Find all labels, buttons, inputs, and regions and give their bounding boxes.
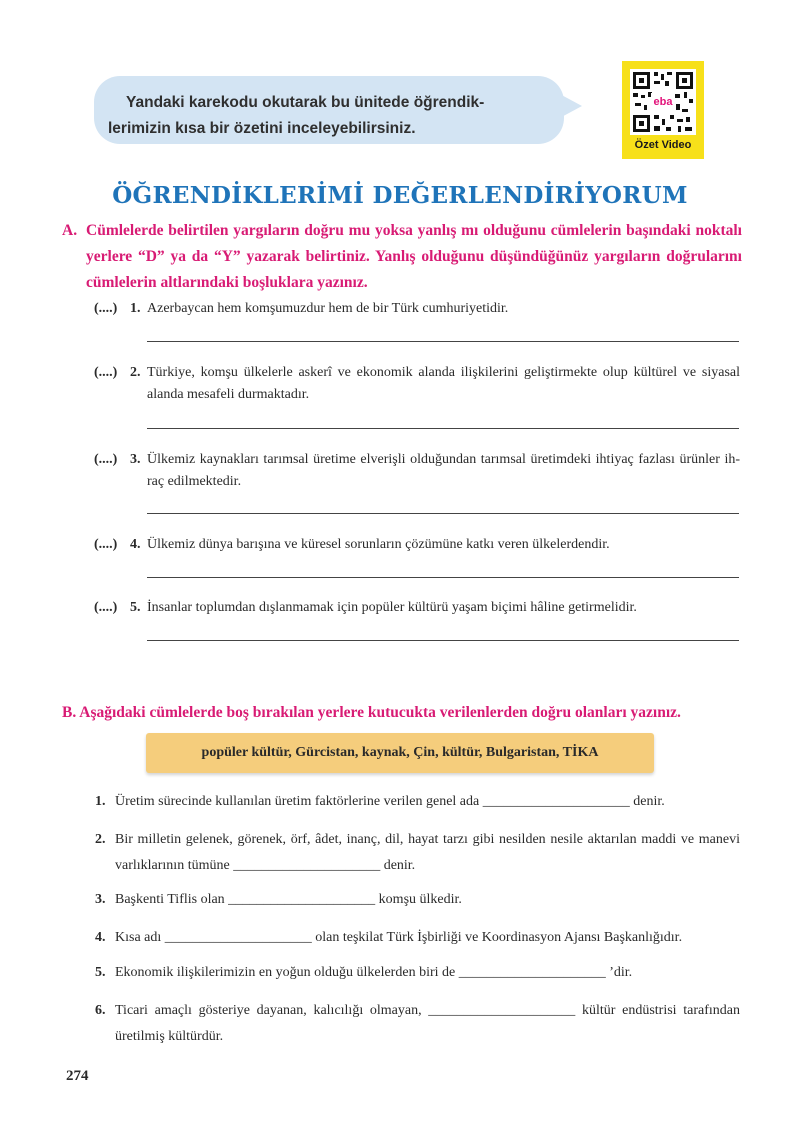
section-a-instruction [62, 218, 742, 296]
fill-blank-item [95, 998, 740, 1050]
qr-label: Özet Video [634, 139, 692, 151]
fill-blank-item [95, 925, 740, 951]
word-bank-box: popüler kültür, Gürcistan, kaynak, Çin, kültür, Bulgaristan, TİKA [146, 733, 654, 773]
answer-blank[interactable]: (....) [94, 452, 118, 467]
item-text[interactable]: Ticari amaçlı gösteriye dayanan, kalıcılığı olmayan, _____________________ kültür endüstrisi tarafından üretilmiş kültürdür. [115, 1003, 740, 1044]
item-number: 6. [95, 1003, 106, 1018]
item-number: 3. [130, 452, 141, 467]
item-number: 4. [95, 930, 106, 945]
section-b-instruction [62, 704, 681, 722]
true-false-item [94, 298, 740, 320]
bubble-line-2: lerimizin kısa bir özetini inceleyebilirsiniz. [108, 120, 416, 137]
item-text[interactable]: Bir milletin gelenek, görenek, örf, âdet, inanç, dil, hayat tarzı gibi nesilden nesile aktarılan maddi ve manevi varlıklarının tümüne _____________________ denir. [115, 832, 740, 873]
answer-line[interactable] [147, 513, 739, 514]
item-number: 2. [130, 365, 141, 380]
answer-line[interactable] [147, 341, 739, 342]
item-number: 1. [95, 794, 106, 809]
answer-blank[interactable]: (....) [94, 537, 118, 552]
answer-line[interactable] [147, 640, 739, 641]
answer-line[interactable] [147, 577, 739, 578]
answer-blank[interactable]: (....) [94, 301, 118, 316]
item-number: 3. [95, 892, 106, 907]
true-false-item [94, 597, 740, 619]
page-title: ÖĞRENDİKLERİMİ DEĞERLENDİRİYORUM [112, 182, 688, 209]
page-number: 274 [66, 1068, 89, 1084]
eba-logo: eba [653, 96, 673, 108]
fill-blank-item [95, 887, 740, 913]
qr-code-icon[interactable] [630, 69, 696, 135]
item-text: Azerbaycan hem komşumuzdur hem de bir Türk cumhuriyetidir. [147, 301, 509, 316]
item-text[interactable]: Başkenti Tiflis olan _____________________ komşu ülkedir. [115, 892, 462, 907]
item-number: 5. [130, 600, 141, 615]
item-text[interactable]: Üretim sürecinde kullanılan üretim faktörlerine verilen genel ada _____________________ denir. [115, 794, 665, 809]
section-b-text: Aşağıdaki cümlelerde boş bırakılan yerlere kutucukta verilenlerden doğru olanları yazınız. [79, 704, 681, 721]
answer-blank[interactable]: (....) [94, 600, 118, 615]
item-number: 2. [95, 832, 106, 847]
qr-code-box[interactable] [622, 61, 704, 159]
fill-blank-item [95, 960, 740, 986]
bubble-tail [556, 92, 582, 120]
fill-blank-item [95, 789, 740, 815]
true-false-item [94, 534, 740, 556]
item-text: Ülkemiz dünya barışına ve küresel sorunların çözümüne katkı veren ülkelerdendir. [147, 537, 610, 552]
item-text: Türkiye, komşu ülkelerle askerî ve ekonomik alanda ilişkilerini geliştirmekte olup kültürel ve siyasal alanda mesafeli durmaktadır. [147, 365, 740, 402]
fill-blank-item [95, 827, 740, 879]
answer-line[interactable] [147, 428, 739, 429]
answer-blank[interactable]: (....) [94, 365, 118, 380]
item-text: Ülkemiz kaynakları tarımsal üretime elverişli olduğundan tarımsal üretimdeki ihtiyaç fazlası ürünler ih-raç edilmektedir. [147, 452, 740, 489]
section-b-letter: B. [62, 704, 77, 721]
item-text[interactable]: Kısa adı _____________________ olan teşkilat Türk İşbirliği ve Koordinasyon Ajansı Başkanlığıdır. [115, 930, 683, 945]
true-false-item [94, 362, 740, 406]
item-number: 5. [95, 965, 106, 980]
item-number: 4. [130, 537, 141, 552]
section-a-text: Cümlelerde belirtilen yargıların doğru mu yoksa yanlış mı olduğunu cümlelerin başındaki noktalı yerlere “D” ya da “Y” yazarak belirtiniz. Yanlış olduğunu düşündüğünüz yargıların doğrularını cümlelerin altlarındaki boşluklara yazınız. [86, 222, 742, 291]
item-number: 1. [130, 301, 141, 316]
section-a-letter: A. [62, 222, 78, 239]
info-bubble [94, 76, 564, 144]
bubble-line-1: Yandaki karekodu okutarak bu ünitede öğrendik- [126, 94, 485, 111]
true-false-item [94, 449, 740, 493]
item-text[interactable]: Ekonomik ilişkilerimizin en yoğun olduğu ülkelerden biri de _____________________ ’dir. [115, 965, 633, 980]
item-text: İnsanlar toplumdan dışlanmamak için popüler kültürü yaşam biçimi hâline getirmelidir. [147, 600, 637, 615]
